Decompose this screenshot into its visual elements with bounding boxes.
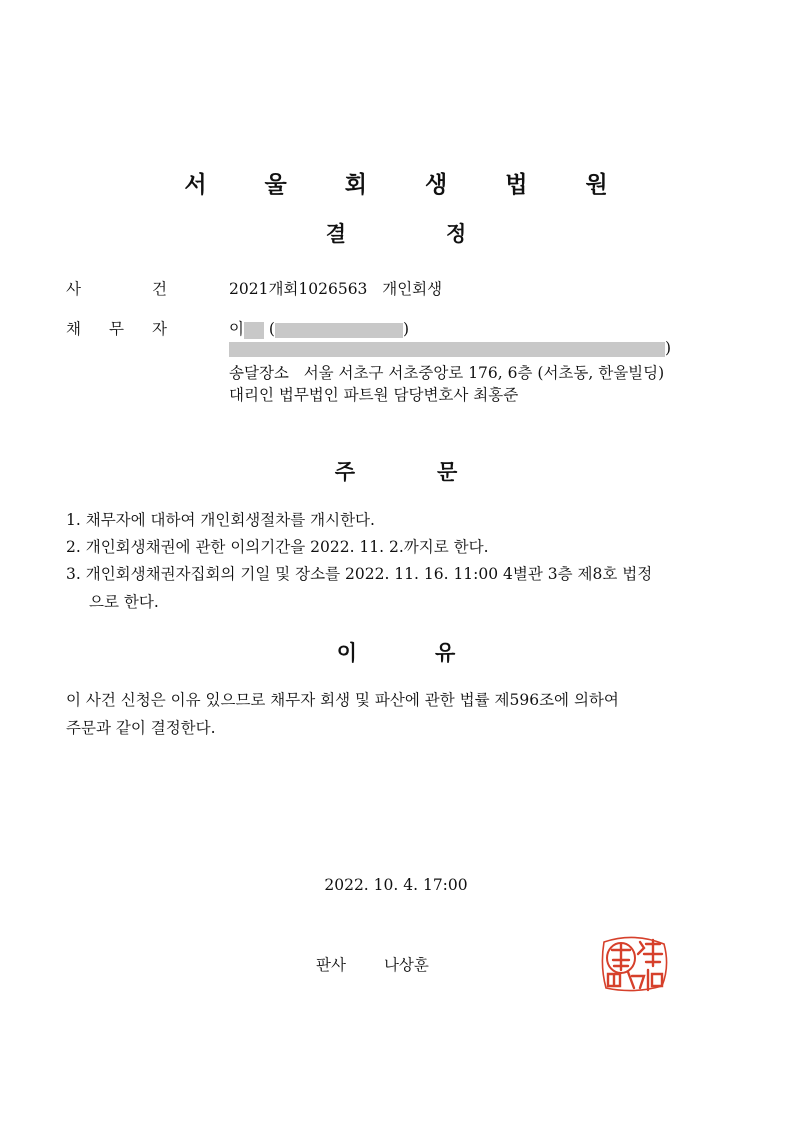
case-number: 2021개회1026563 (229, 280, 368, 298)
case-value (229, 277, 442, 299)
order-item: 1. 채무자에 대하여 개인회생절차를 개시한다. (66, 511, 375, 529)
decision-heading-right: 정 (446, 222, 467, 246)
reason-heading-left: 이 (336, 641, 357, 665)
debtor-address-row: ) (229, 339, 671, 357)
decision-heading-left: 결 (325, 222, 346, 246)
redaction-block (275, 323, 403, 338)
order-heading-left: 주 (334, 460, 355, 484)
judge-name: 나상훈 (383, 956, 429, 974)
debtor-name-row: 이 ( ) (229, 320, 410, 338)
service-address-label: 송달장소 (229, 364, 289, 382)
case-label-a: 사 (66, 280, 81, 298)
case-label-b: 건 (152, 280, 167, 298)
debtor-name: 이 (229, 320, 244, 338)
order-item-continued: 으로 한다. (89, 593, 159, 611)
decision-heading (0, 218, 792, 248)
court-name: 서 울 회 생 법 원 (184, 172, 633, 198)
order-heading (0, 456, 792, 486)
order-item: 2. 개인회생채권에 관한 이의기간을 2022. 11. 2.까지로 한다. (66, 538, 489, 556)
redaction-block (244, 322, 264, 339)
redaction-block (229, 342, 665, 357)
case-type: 개인회생 (382, 280, 443, 298)
debtor-label-c: 자 (152, 320, 167, 338)
judge-seal-icon (600, 936, 668, 992)
decision-date: 2022. 10. 4. 17:00 (324, 876, 468, 894)
reason-line: 주문과 같이 결정한다. (66, 719, 216, 737)
reason-line: 이 사건 신청은 이유 있으므로 채무자 회생 및 파산에 관한 법률 제596조에 의하여 (66, 691, 619, 709)
reason-heading (0, 637, 792, 667)
judge-title: 판사 (316, 956, 346, 974)
order-heading-right: 문 (437, 460, 458, 484)
debtor-label-a: 채 (66, 320, 81, 338)
debtor-label-b: 무 (109, 320, 124, 338)
order-item: 3. 개인회생채권자집회의 기일 및 장소를 2022. 11. 16. 11:00 4별관 3층 제8호 법정 (66, 565, 653, 583)
judge-signature (316, 953, 429, 975)
service-address-row (229, 361, 664, 383)
service-address: 서울 서초구 서초중앙로 176, 6층 (서초동, 한울빌딩) (303, 364, 665, 382)
reason-heading-right: 유 (435, 641, 456, 665)
agent-row: 대리인 법무법인 파트원 담당변호사 최홍준 (229, 386, 519, 404)
